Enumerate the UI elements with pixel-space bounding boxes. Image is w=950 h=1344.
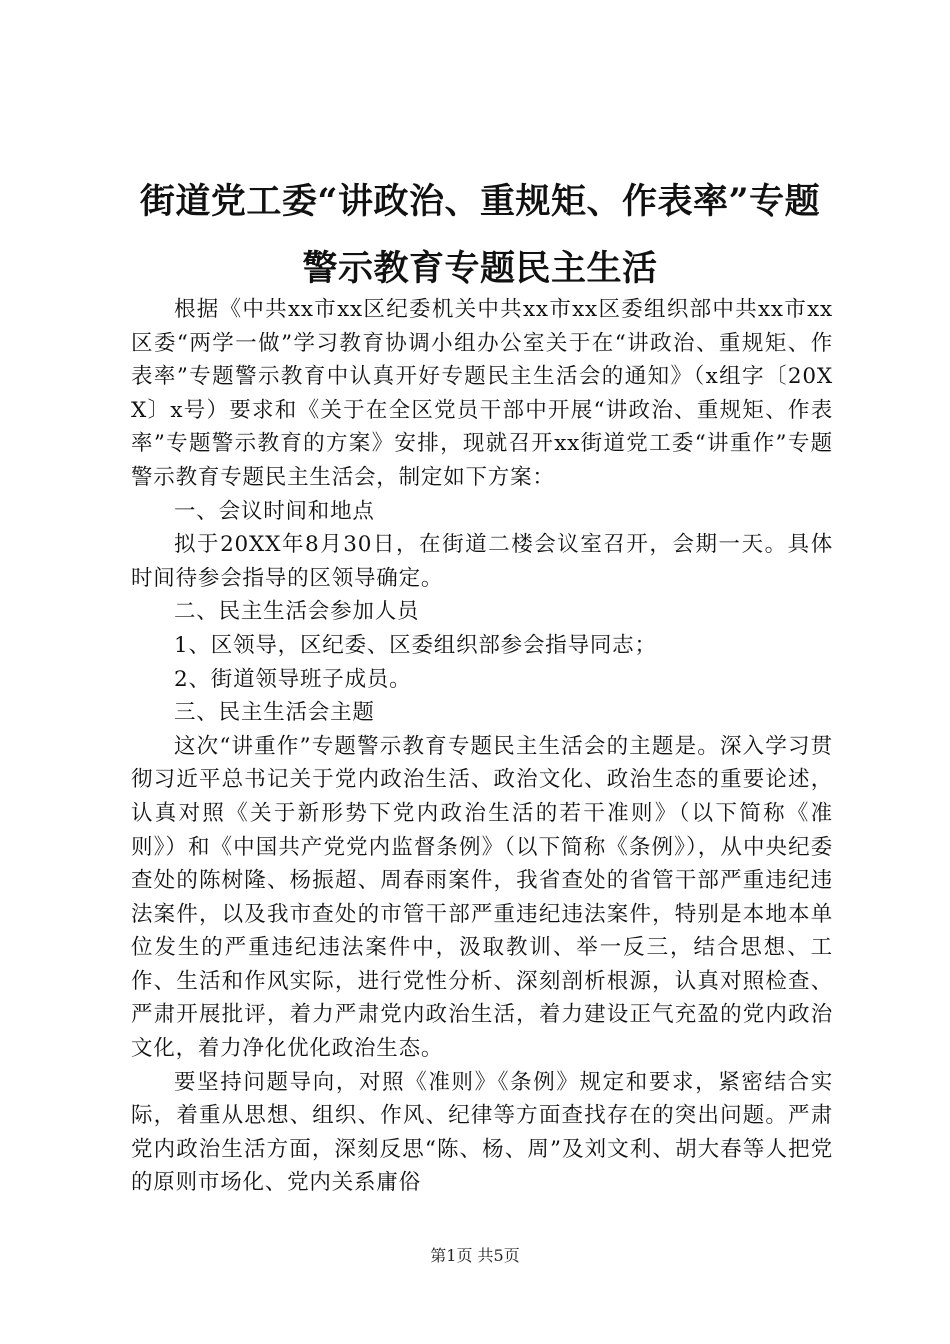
paragraph-intro: 根据《中共xx市xx区纪委机关中共xx市xx区委组织部中共xx市xx区委“两学一做”学习教育协调小组办公室关于在“讲政治、重规矩、作表率”专题警示教育中认真开好专题民主生活会的通知》（x组字〔20XX〕x号）要求和《关于在全区党员干部中开展“讲政治、重规矩、作表率”专题警示教育的方案》安排，现就召开xx街道党工委“讲重作”专题警示教育专题民主生活会，制定如下方案：: [131, 297, 833, 490]
list-item-participants-1: 1、区领导，区纪委、区委组织部参会指导同志；: [174, 632, 657, 658]
section-heading-participants: 二、民主生活会参加人员: [174, 599, 420, 625]
section-heading-theme: 三、民主生活会主题: [174, 700, 375, 726]
document-title-line-1: 街道党工委“讲政治、重规矩、作表率”专题: [139, 181, 821, 222]
document-body: [131, 293, 833, 1200]
paragraph-theme: 这次“讲重作”专题警示教育专题民主生活会的主题是。深入学习贯彻习近平总书记关于党内政治生活、政治文化、政治生态的重要论述，认真对照《关于新形势下党内政治生活的若干准则》（以下简称《准则》）和《中国共产党党内监督条例》（以下简称《条例》），从中央纪委查处的陈树隆、杨振超、周春雨案件，我省查处的省管干部严重违纪违法案件，以及我市查处的市管干部严重违纪违法案件，特别是本地本单位发生的严重违纪违法案件中，汲取教训、举一反三，结合思想、工作、生活和作风实际，进行党性分析、深刻剖析根源，认真对照检查、严肃开展批评，着力严肃党内政治生活，着力建设正气充盈的党内政治文化，着力净化优化政治生态。: [131, 733, 833, 1062]
paragraph-time-place: 拟于20XX年8月30日，在街道二楼会议室召开，会期一天。具体时间待参会指导的区领导确定。: [131, 532, 833, 591]
list-item-participants-2: 2、街道领导班子成员。: [174, 666, 412, 692]
paragraph-problem-orientation: 要坚持问题导向，对照《准则》《条例》规定和要求，紧密结合实际，着重从思想、组织、作风、纪律等方面查找存在的突出问题。严肃党内政治生活方面，深刻反思“陈、杨、周”及刘文利、胡大春等人把党的原则市场化、党内关系庸俗: [131, 1069, 833, 1196]
document-title-line-2: 警示教育专题民主生活: [302, 248, 658, 289]
section-heading-time-place: 一、会议时间和地点: [174, 498, 375, 524]
page-footer: 第1页 共5页: [430, 1246, 520, 1265]
